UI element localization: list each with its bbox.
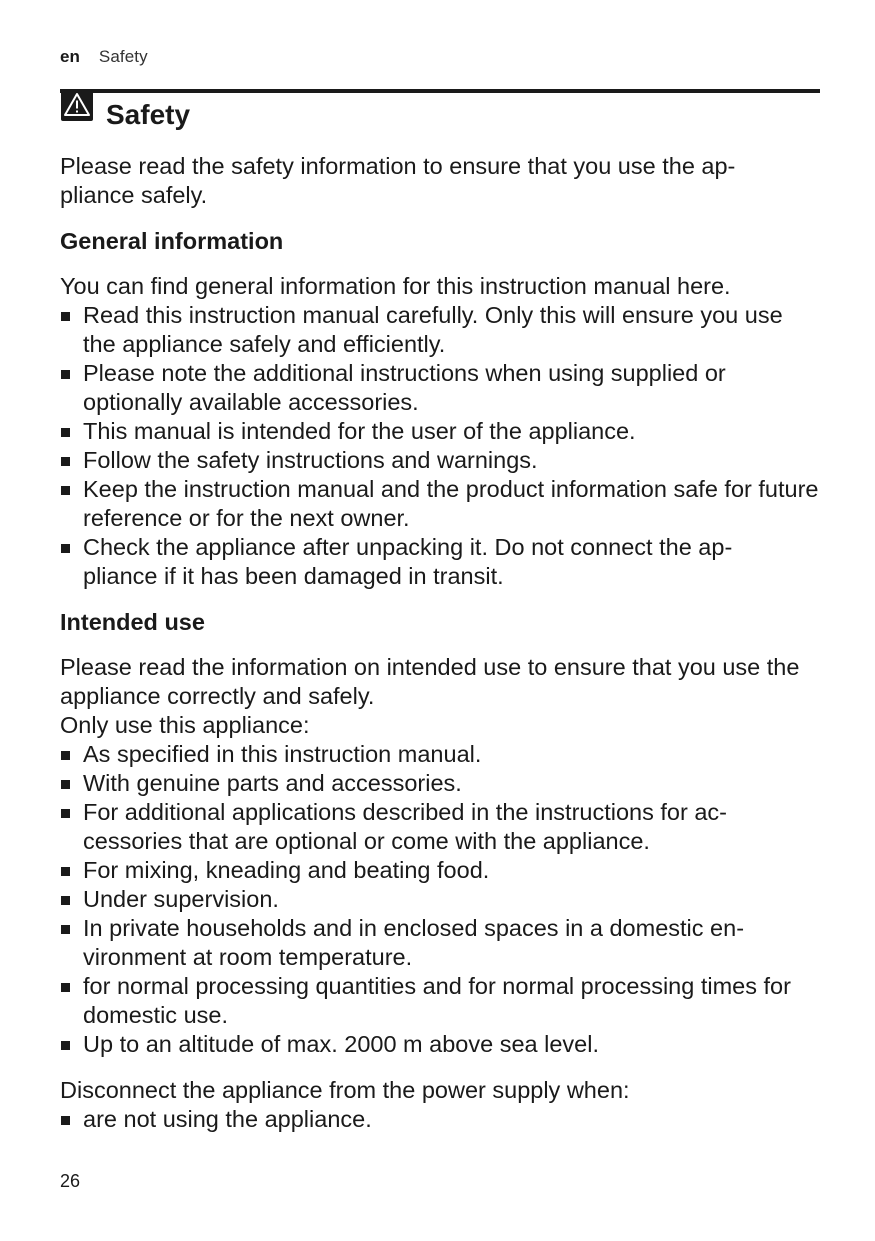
list-item: This manual is intended for the user of the appliance. xyxy=(60,417,820,446)
disconnect-list xyxy=(60,1105,820,1134)
general-heading: General information xyxy=(60,228,284,254)
running-header xyxy=(60,47,148,67)
intended-heading: Intended use xyxy=(60,609,205,635)
general-lead: You can find general information for this instruction manual here. xyxy=(60,273,731,299)
list-item: Follow the safety instructions and warnings. xyxy=(60,446,820,475)
list-item: With genuine parts and accessories. xyxy=(60,769,820,798)
intended-lead: Please read the information on intended use to ensure that you use the appliance correctly and safely. xyxy=(60,654,800,709)
warning-icon xyxy=(61,89,93,121)
content xyxy=(60,152,820,1134)
intended-list xyxy=(60,740,820,1059)
list-item: Keep the instruction manual and the product information safe for future reference or for the next owner. xyxy=(60,475,820,533)
list-item: As specified in this instruction manual. xyxy=(60,740,820,769)
list-item: Please note the additional instructions when using supplied or optionally available accessories. xyxy=(60,359,820,417)
list-item: Read this instruction manual carefully. Only this will ensure you use the appliance safely and efficiently. xyxy=(60,301,820,359)
header-section: Safety xyxy=(98,47,148,66)
list-item: Check the appliance after unpacking it. Do not connect the ap- pliance if it has been damaged in transit. xyxy=(60,533,820,591)
disconnect-lead: Disconnect the appliance from the power supply when: xyxy=(60,1077,630,1103)
general-list xyxy=(60,301,820,591)
list-item: Under supervision. xyxy=(60,885,820,914)
list-item: In private households and in enclosed spaces in a domestic en- vironment at room temperature. xyxy=(60,914,820,972)
list-item: for normal processing quantities and for normal processing times for domestic use. xyxy=(60,972,820,1030)
list-item: are not using the appliance. xyxy=(60,1105,820,1134)
intro-text: Please read the safety information to ensure that you use the ap- pliance safely. xyxy=(60,153,736,208)
page-number: 26 xyxy=(60,1171,81,1191)
list-item: For mixing, kneading and beating food. xyxy=(60,856,820,885)
list-item: For additional applications described in the instructions for ac- cessories that are optional or come with the appliance. xyxy=(60,798,820,856)
intended-only: Only use this appliance: xyxy=(60,712,310,738)
language-code: en xyxy=(60,47,81,66)
page-title: Safety xyxy=(106,99,191,130)
list-item: Up to an altitude of max. 2000 m above sea level. xyxy=(60,1030,820,1059)
title-rule xyxy=(60,89,820,93)
